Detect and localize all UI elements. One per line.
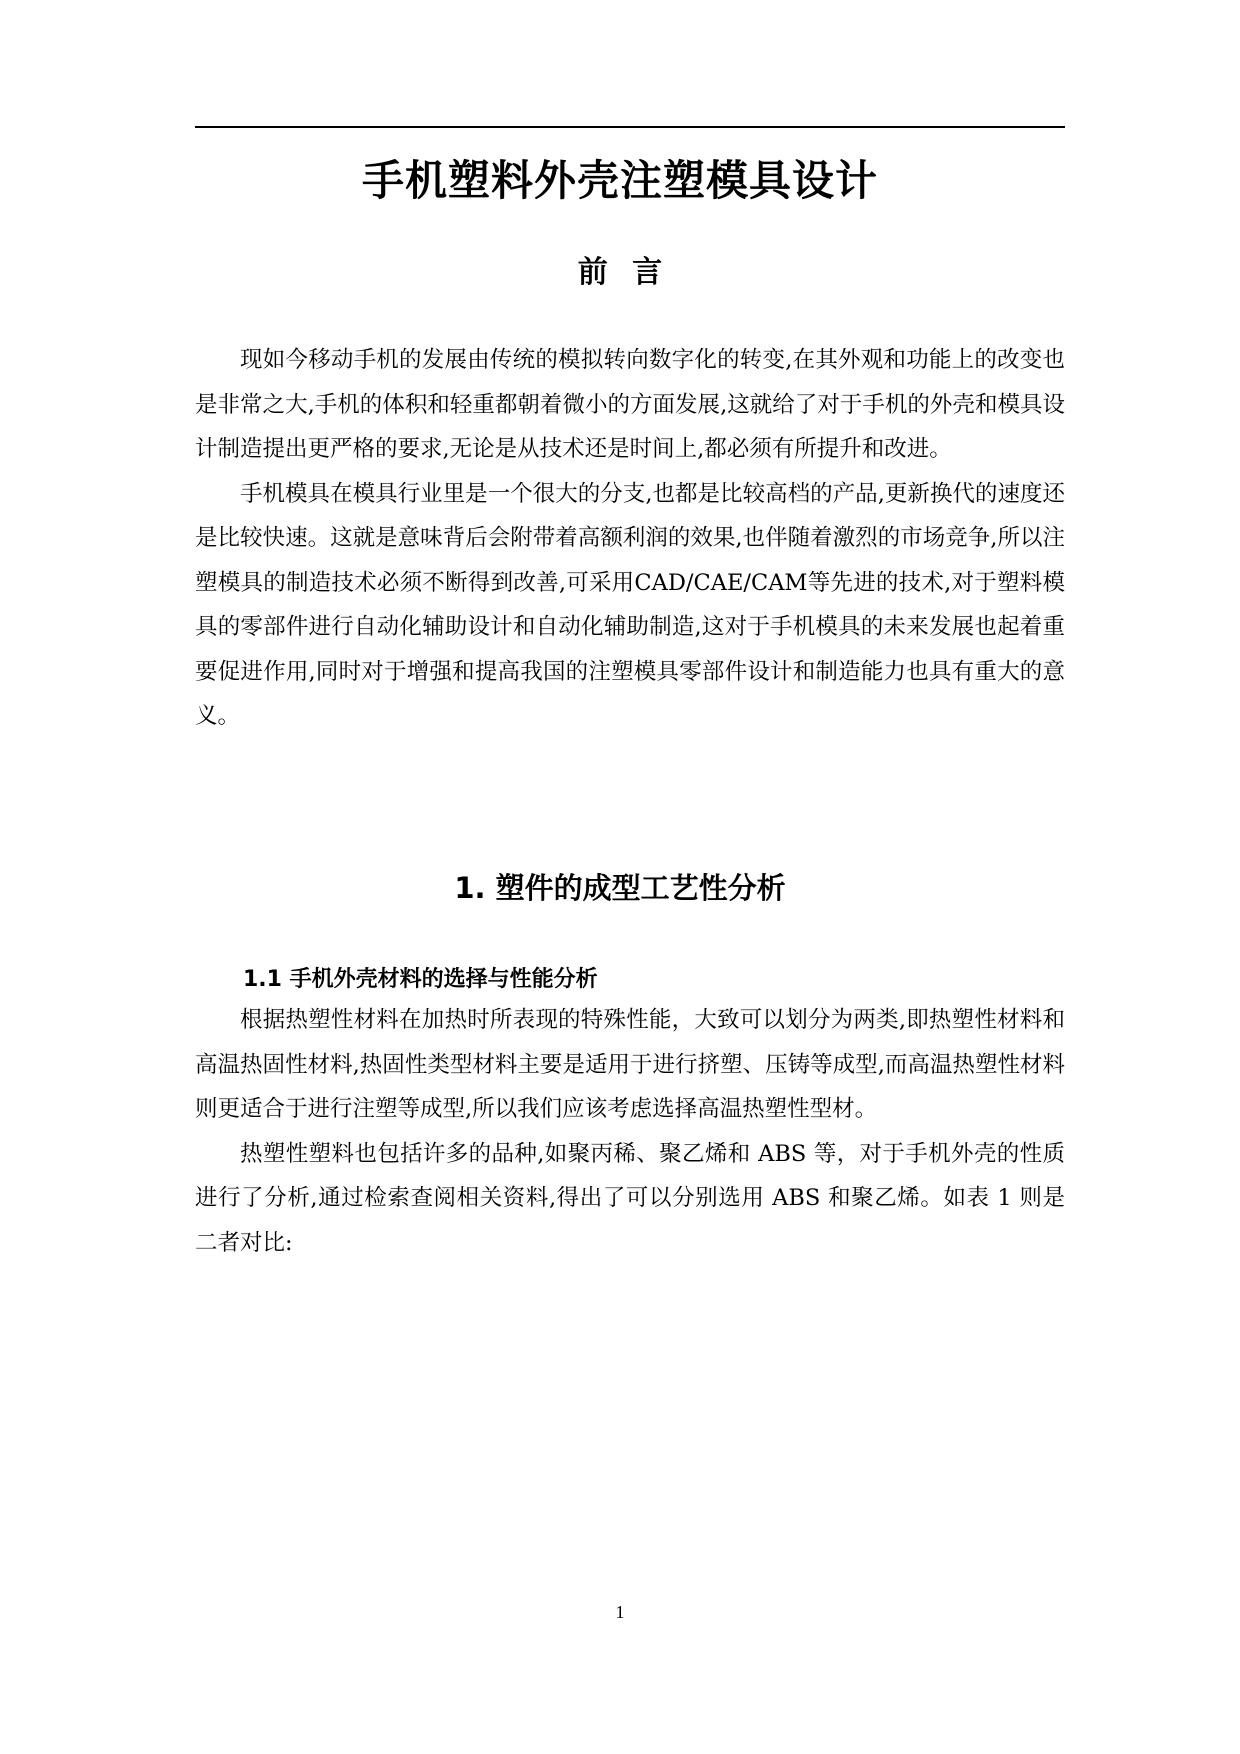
preface-paragraph-2: 手机模具在模具行业里是一个很大的分支,也都是比较高档的产品,更新换代的速度还是比较快速。这就是意味背后会附带着高额利润的效果,也伴随着激烈的市场竞争,所以注塑模具的制造技术必须不断得到改善,可采用CAD/CAE/CAM等先进的技术,对于塑料模具的零部件进行自动化辅助设计和自动化辅助制造,这对于手机模具的未来发展也起着重要促进作用,同时对于增强和提高我国的注塑模具零部件设计和制造能力也具有重大的意义。 bbox=[195, 480, 1065, 729]
subsection-paragraph-1: 根据热塑性材料在加热时所表现的特殊性能，大致可以划分为两类,即热塑性材料和高温热固性材料,热固性类型材料主要是适用于进行挤塑、压铸等成型,而高温热塑性材料则更适合于进行注塑等成型,所以我们应该考虑选择高温热塑性型材。 bbox=[195, 1007, 1065, 1122]
preface-body bbox=[195, 338, 1065, 739]
preface-paragraph-1: 现如今移动手机的发展由传统的模拟转向数字化的转变,在其外观和功能上的改变也是非常之大,手机的体积和轻重都朝着微小的方面发展,这就给了对于手机的外壳和模具设计制造提出更严格的要求,无论是从技术还是时间上,都必须有所提升和改进。 bbox=[195, 347, 1065, 462]
document-title: 手机塑料外壳注塑模具设计 bbox=[361, 156, 878, 205]
subsection-body bbox=[195, 998, 1065, 1265]
section-heading: 1. 塑件的成型工艺性分析 bbox=[454, 871, 786, 905]
subsection-paragraph-2: 热塑性塑料也包括许多的品种,如聚丙稀、聚乙烯和 ABS 等，对于手机外壳的性质进行了分析,通过检索查阅相关资料,得出了可以分别选用 ABS 和聚乙烯。如表 1 则是二者对比: bbox=[195, 1140, 1065, 1256]
preface-heading: 前 言 bbox=[577, 255, 663, 290]
subsection-heading: 1.1 手机外壳材料的选择与性能分析 bbox=[243, 967, 598, 992]
page-number: 1 bbox=[615, 1602, 625, 1622]
header-rule bbox=[195, 126, 1065, 128]
